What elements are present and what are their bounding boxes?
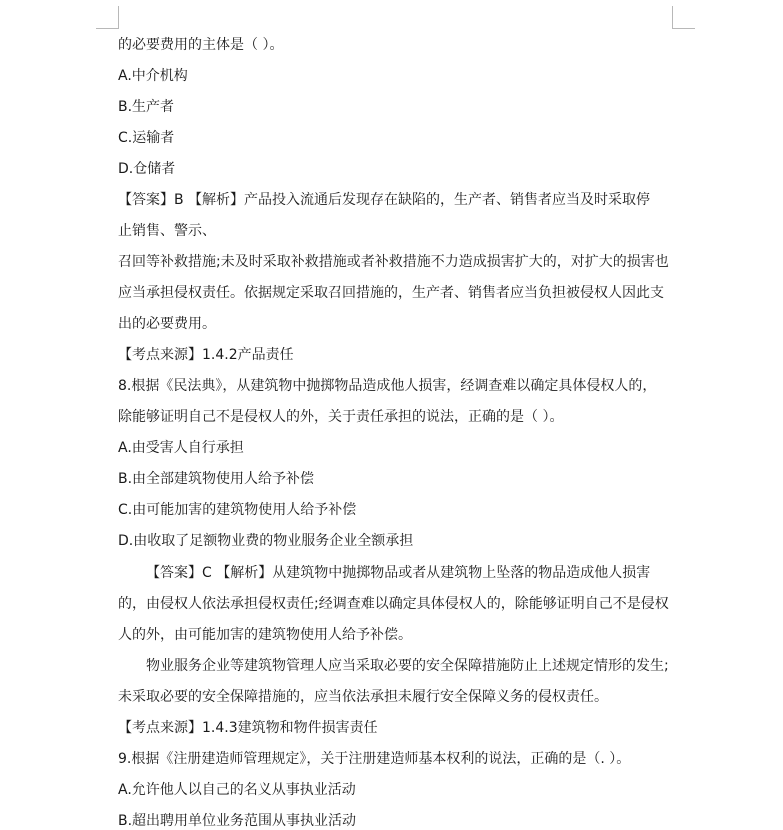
option-a: A.允许他人以自己的名义从事执业活动 xyxy=(118,782,356,798)
option-a: A.中介机构 xyxy=(118,68,188,84)
option-c: C.运输者 xyxy=(118,130,175,146)
option-c: C.由可能加害的建筑物使用人给予补偿 xyxy=(118,502,357,518)
explanation-line: 的，由侵权人依法承担侵权责任;经调查难以确定具体侵权人的，除能够证明自己不是侵权 xyxy=(118,596,669,612)
question-stem-line: 的必要费用的主体是（ ）。 xyxy=(118,37,284,53)
option-d: D.由收取了足额物业费的物业服务企业全额承担 xyxy=(118,533,414,549)
answer-line: 【答案】B 【解析】产品投入流通后发现存在缺陷的，生产者、销售者应当及时采取停 xyxy=(118,192,651,208)
option-b: B.超出聘用单位业务范围从事执业活动 xyxy=(118,813,357,829)
page-corner-mark-top-left xyxy=(96,6,119,29)
explanation-line: 物业服务企业等建筑物管理人应当采取必要的安全保障措施防止上述规定情形的发生; xyxy=(146,658,669,674)
option-b: B.由全部建筑物使用人给予补偿 xyxy=(118,471,315,487)
option-a: A.由受害人自行承担 xyxy=(118,440,244,456)
explanation-line: 人的外，由可能加害的建筑物使用人给予补偿。 xyxy=(118,627,412,643)
question-8-stem: 8.根据《民法典》，从建筑物中抛掷物品造成他人损害，经调查难以确定具体侵权人的， xyxy=(118,378,657,394)
explanation-line: 出的必要费用。 xyxy=(118,316,216,332)
source-line: 【考点来源】1.4.3建筑物和物件损害责任 xyxy=(118,720,378,736)
question-8-stem: 除能够证明自己不是侵权人的外，关于责任承担的说法，正确的是（ ）。 xyxy=(118,409,564,425)
source-line: 【考点来源】1.4.2产品责任 xyxy=(118,347,294,363)
page-corner-mark-top-right xyxy=(672,6,695,29)
answer-line: 【答案】C 【解析】从建筑物中抛掷物品或者从建筑物上坠落的物品造成他人损害 xyxy=(146,565,651,581)
explanation-line: 止销售、警示、 xyxy=(118,223,216,239)
explanation-line: 未采取必要的安全保障措施的，应当依法承担未履行安全保障义务的侵权责任。 xyxy=(118,689,608,705)
explanation-line: 应当承担侵权责任。依据规定采取召回措施的，生产者、销售者应当负担被侵权人因此支 xyxy=(118,285,664,301)
option-b: B.生产者 xyxy=(118,99,175,115)
option-d: D.仓储者 xyxy=(118,161,176,177)
explanation-line: 召回等补救措施;未及时采取补救措施或者补救措施不力造成损害扩大的，对扩大的损害也 xyxy=(118,254,669,270)
question-9-stem: 9.根据《注册建造师管理规定》，关于注册建造师基本权利的说法，正确的是（. ）。 xyxy=(118,751,631,767)
